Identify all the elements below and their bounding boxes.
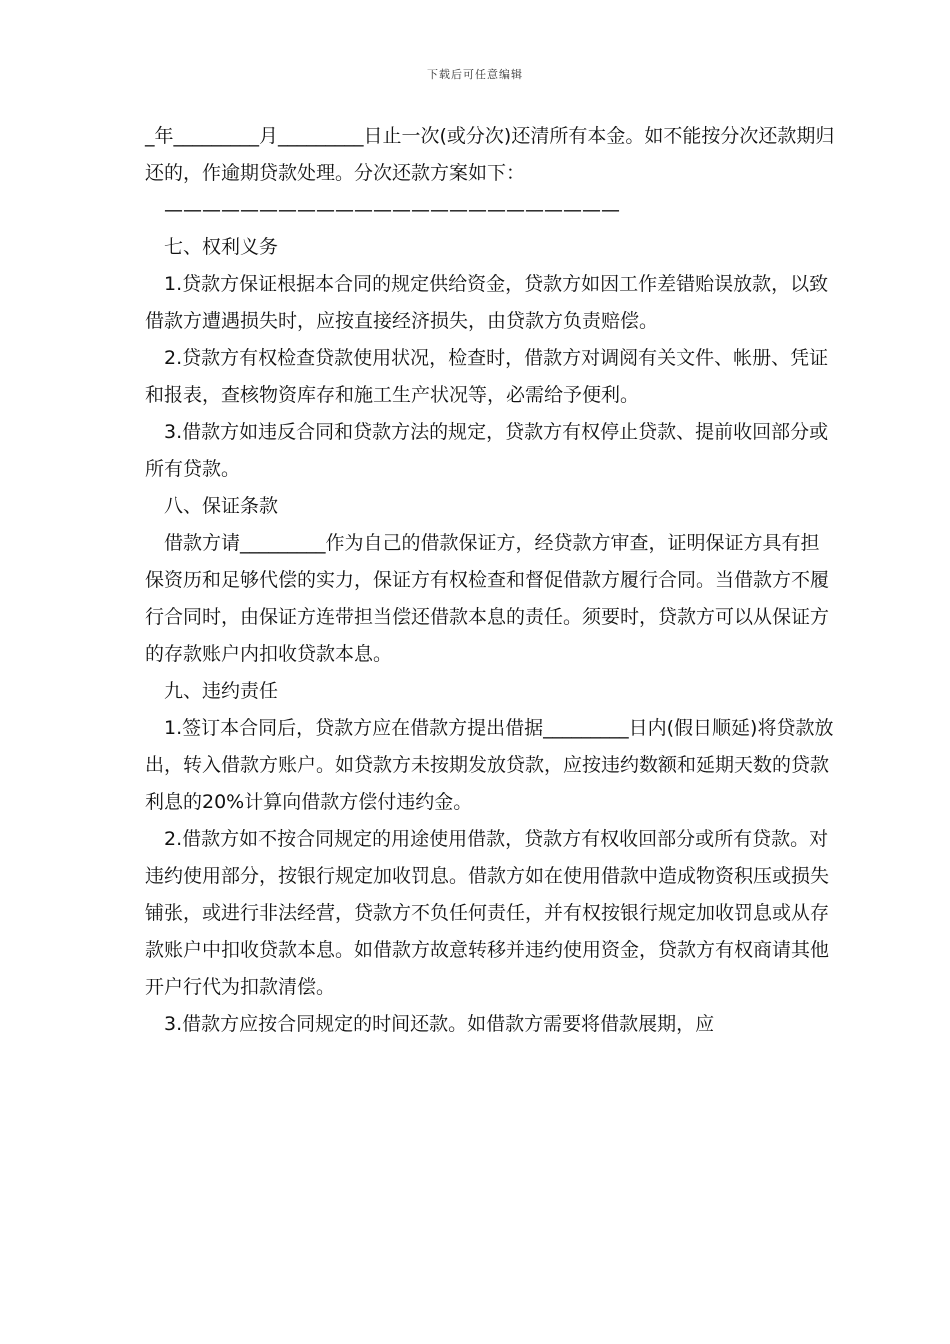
page-header: 下载后可任意编辑 xyxy=(427,68,523,81)
clause-7-2: 2.贷款方有权检查贷款使用状况，检查时，借款方对调阅有关文件、帐册、凭证和报表，查核物资库存和施工生产状况等，必需给予便利。 xyxy=(145,347,829,406)
clause-7-1: 1.贷款方保证根据本合同的规定供给资金，贷款方如因工作差错贻误放款，以致借款方遭遇损失时，应按直接经济损失，由贷款方负责赔偿。 xyxy=(145,273,829,332)
section-heading-breach-liability: 九、违约责任 xyxy=(164,680,279,702)
clause-7-3: 3.借款方如违反合同和贷款方法的规定，贷款方有权停止贷款、提前收回部分或所有贷款。 xyxy=(145,421,829,480)
installment-plan-blank-line: ———————————————————————— xyxy=(164,199,620,221)
section-heading-guarantee: 八、保证条款 xyxy=(164,495,279,517)
clause-9-3: 3.借款方应按合同规定的时间还款。如借款方需要将借款展期，应 xyxy=(164,1013,715,1035)
clause-9-2: 2.借款方如不按合同规定的用途使用借款，贷款方有权收回部分或所有贷款。对违约使用部分，按银行规定加收罚息。借款方如在使用借款中造成物资积压或损失铺张，或进行非法经营，贷款方不负任何责任，并有权按银行规定加收罚息或从存款账户中扣收贷款本息。如借款方故意转移并违约使用资金，贷款方有权商请其他开户行代为扣款清偿。 xyxy=(145,828,830,998)
document-body xyxy=(145,118,835,1043)
paragraph-repayment-terms: _年_________月_________日止一次(或分次)还清所有本金。如不能按分次还款期归还的，作逾期贷款处理。分次还款方案如下： xyxy=(145,125,835,184)
section-heading-rights-obligations: 七、权利义务 xyxy=(164,236,279,258)
clause-9-1: 1.签订本合同后，贷款方应在借款方提出借据_________日内(假日顺延)将贷款放出，转入借款方账户。如贷款方未按期发放贷款，应按违约数额和延期天数的贷款利息的20%计算向借款方偿付违约金。 xyxy=(145,717,834,813)
clause-8: 借款方请_________作为自己的借款保证方，经贷款方审查，证明保证方具有担保资历和足够代偿的实力，保证方有权检查和督促借款方履行合同。当借款方不履行合同时，由保证方连带担当偿还借款本息的责任。须要时，贷款方可以从保证方的存款账户内扣收贷款本息。 xyxy=(145,532,830,665)
